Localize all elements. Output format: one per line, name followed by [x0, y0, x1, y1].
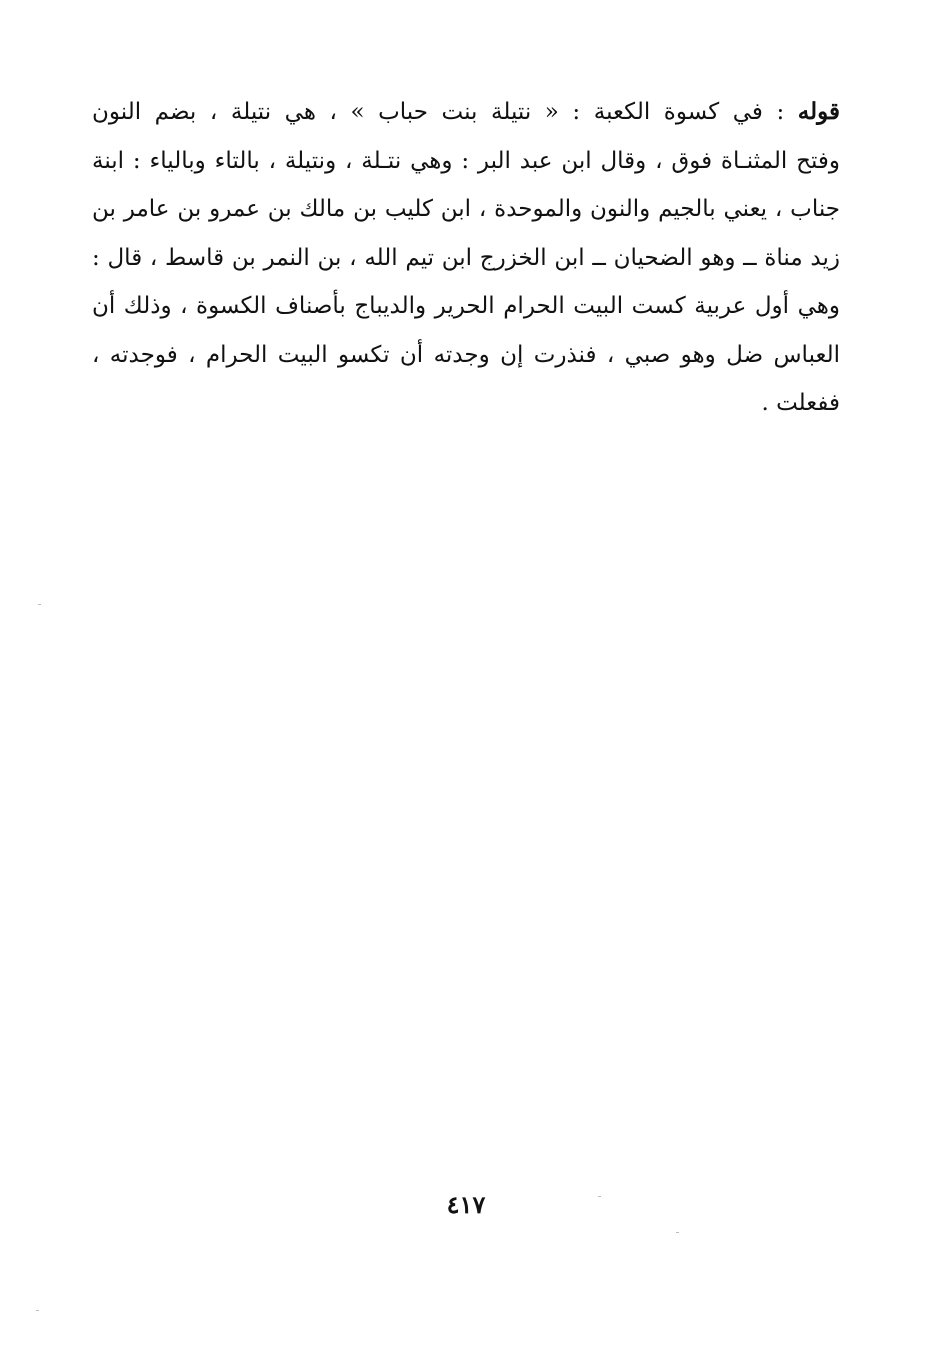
lead-word: قوله: [797, 98, 840, 125]
text-line-1-body: : في كسوة الكعبة : « نتيلة بنت حباب » ، هي نتيلة ، بضم النون: [92, 99, 798, 125]
scan-speck: [36, 1310, 39, 1311]
text-line-2: وفتح المثنـاة فوق ، وقال ابن عبد البر : وهي نتـلة ، ونتيلة ، بالتاء وبالياء : ابنة: [92, 147, 840, 174]
scan-speck: [676, 1232, 679, 1233]
page-number: ٤١٧: [446, 1190, 486, 1219]
text-line-3: جناب ، يعني بالجيم والنون والموحدة ، ابن كليب بن مالك بن عمرو بن عامر بن: [92, 196, 840, 222]
text-line-6: العباس ضل وهو صبي ، فنذرت إن وجدته أن تكسو البيت الحرام ، فوجدته ،: [92, 341, 840, 368]
text-line-5: وهي أول عربية كست البيت الحرام الحرير والديباج بأصناف الكسوة ، وذلك أن: [92, 293, 840, 319]
text-line-7: ففعلت .: [761, 390, 840, 416]
body-text: [92, 88, 840, 428]
text-line-1: [92, 88, 840, 137]
scan-speck: [598, 1196, 601, 1197]
text-line-4: زيد مناة ــ وهو الضحيان ــ ابن الخزرج ابن تيم الله ، بن النمر بن قاسط ، قال :: [92, 244, 840, 271]
scan-speck: [38, 604, 41, 605]
